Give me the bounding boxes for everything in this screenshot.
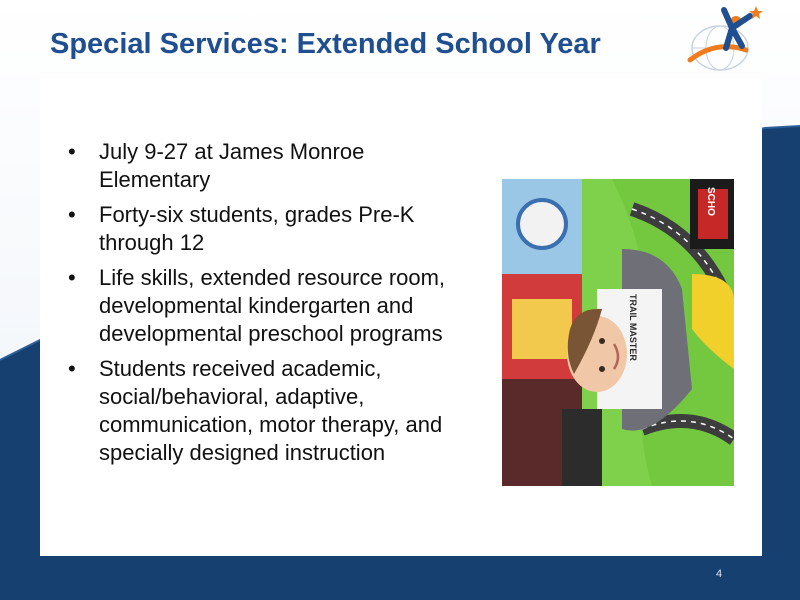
bullet-dot: • — [68, 265, 76, 290]
bullet-list — [60, 138, 480, 474]
bullet-text: Forty-six students, grades Pre-K through 12 — [99, 202, 415, 255]
page-title: Special Services: Extended School Year — [50, 28, 601, 60]
page-number: 4 — [716, 568, 723, 580]
shirt-text: TRAIL MASTER — [628, 294, 638, 361]
bullet-dot: • — [68, 356, 76, 381]
bullet-text: July 9-27 at James Monroe Elementary — [99, 139, 365, 192]
bullet-item — [60, 355, 480, 467]
bullet-item — [60, 201, 480, 257]
student-photo — [502, 179, 734, 486]
bullet-dot: • — [68, 139, 76, 164]
star-figure-logo-icon — [686, 2, 766, 72]
bullet-text: Students received academic, social/behavioral, adaptive, communication, motor therapy, and specially designed instruction — [99, 356, 443, 465]
school-sign-text: SCHO — [705, 187, 716, 216]
bullet-item — [60, 264, 480, 348]
bullet-item — [60, 138, 480, 194]
bullet-text: Life skills, extended resource room, developmental kindergarten and developmental preschool programs — [99, 265, 446, 346]
bullet-dot: • — [68, 202, 76, 227]
